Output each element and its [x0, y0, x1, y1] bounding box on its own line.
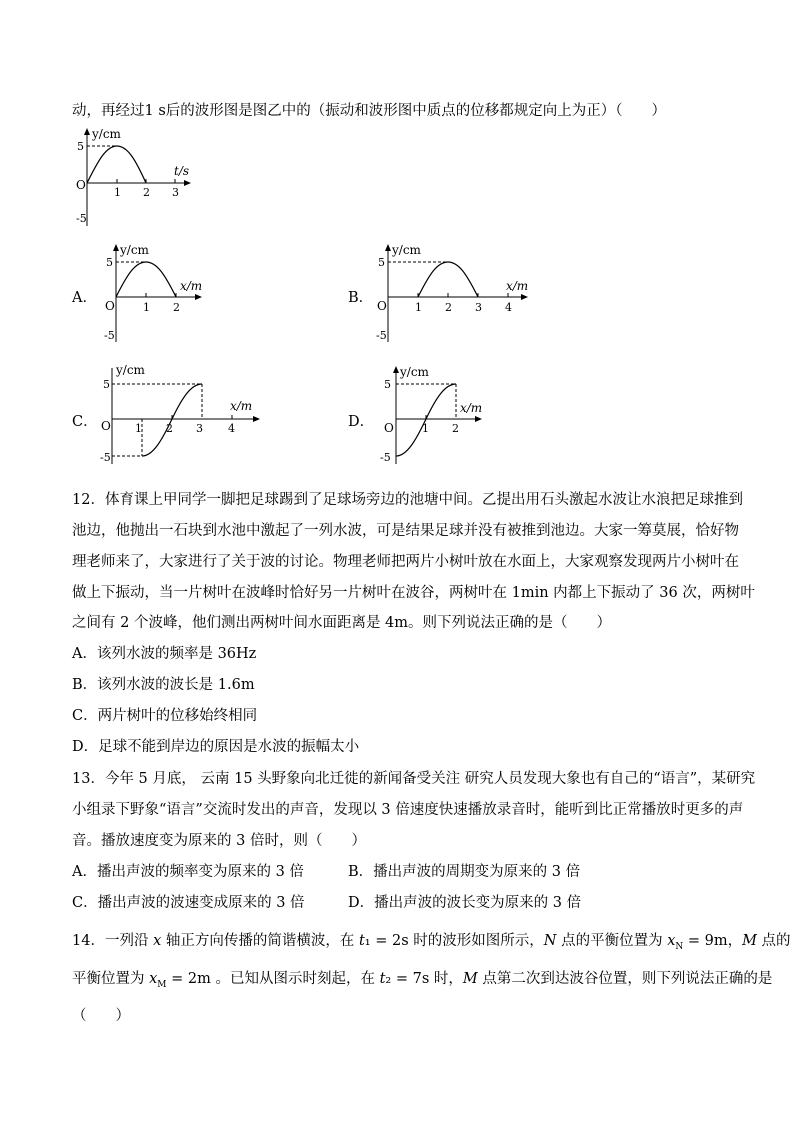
vib-xtick-2: 2 [143, 186, 150, 199]
b-origin: O [377, 299, 387, 313]
a-ytick-5: 5 [106, 256, 113, 269]
b-xtick-1: 1 [415, 301, 422, 314]
option-a-svg [100, 242, 220, 346]
q12-option-c: C．两片树叶的位移始终相同 [72, 708, 258, 724]
c-ylabel: y/cm [116, 363, 145, 377]
q13-line-2: 小组录下野象“语言”交流时发出的声音，发现以 3 倍速度快速播放录音时，能听到比正常播放时更多的声 [72, 802, 744, 818]
d-ytick-neg5: -5 [380, 451, 391, 464]
option-a-graph [100, 242, 220, 346]
vib-xtick-3: 3 [172, 186, 179, 199]
option-c-graph [100, 364, 270, 468]
q12-line-3: 理老师来了，大家进行了关于波的讨论。物理老师把两片小树叶放在水面上，大家观察发现两片小树叶在 [72, 554, 739, 570]
vib-ylabel: y/cm [92, 127, 121, 141]
d-ylabel: y/cm [400, 365, 429, 379]
a-origin: O [105, 299, 115, 313]
q14-line-2: 平衡位置为 $x_M = 2m$ 。已知从图示时刻起，在 t₂ = 7s 时，M 点第二次到达波谷位置，则下列说法正确的是 [72, 971, 773, 990]
c-xlabel: x/m [230, 399, 253, 413]
option-c-svg [100, 364, 270, 468]
d-ytick-5: 5 [384, 378, 391, 391]
option-c-letter: C． [72, 414, 98, 430]
q13-option-c: C．播出声波的波速变成原来的 3 倍 [72, 895, 305, 911]
q12-line-1: 12．体育课上甲同学一脚把足球踢到了足球场旁边的池塘中间。乙提出用石头激起水波让水浪把足球推到 [72, 492, 743, 508]
q12-line-5: 之间有 2 个波峰，他们测出两树叶间水面距离是 4m。则下列说法正确的是（ ） [72, 615, 612, 631]
q14-line-1: 14．一列沿 x 轴正方向传播的简谐横波，在 t₁ = 2s 时的波形如图所示，N 点的平衡位置为 $x_N = 9m$，M 点的 [72, 933, 791, 952]
a-ylabel: y/cm [120, 243, 149, 257]
a-xtick-2: 2 [173, 301, 180, 314]
q11-text: 动，再经过1 s后的波形图是图乙中的（振动和波形图中质点的位移都规定向上为正）（ ） [72, 103, 667, 119]
c-xtick-2: 2 [166, 422, 173, 435]
vib-ytick-neg5: -5 [76, 212, 87, 225]
q12-option-d: D．足球不能到岸边的原因是水波的振幅太小 [72, 739, 360, 755]
b-ytick-5: 5 [378, 256, 385, 269]
c-ytick-neg5: -5 [100, 451, 111, 464]
d-xtick-1: 1 [422, 422, 429, 435]
vibration-graph-svg [72, 126, 202, 232]
q12-line-4: 做上下振动，当一片树叶在波峰时恰好另一片树叶在波谷，两树叶在 1min 内都上下振动了 36 次，两树叶 [72, 585, 755, 601]
option-a-letter: A． [72, 290, 97, 306]
q12-option-b: B．该列水波的波长是 1.6m [72, 677, 255, 693]
q13-option-a: A．播出声波的频率变为原来的 3 倍 [72, 864, 304, 880]
vibration-graph [72, 126, 202, 232]
q12-line-2: 池边，他抛出一石块到水池中激起了一列水波，可是结果足球并没有被推到池边。大家一筹莫展，恰好物 [72, 523, 739, 539]
q13-option-b: B．播出声波的周期变为原来的 3 倍 [348, 864, 581, 880]
a-xlabel: x/m [180, 279, 203, 293]
q13-option-d: D．播出声波的波长变为原来的 3 倍 [348, 895, 582, 911]
vib-xlabel: t/s [174, 164, 190, 178]
option-d-graph [378, 364, 498, 468]
vib-ytick-5: 5 [77, 140, 84, 153]
a-xtick-1: 1 [143, 301, 150, 314]
option-b-letter: B． [348, 290, 374, 306]
vib-xtick-1: 1 [114, 186, 121, 199]
a-ytick-neg5: -5 [104, 329, 115, 342]
d-origin: O [384, 421, 394, 435]
q13-line-1: 13．今年 5 月底， 云南 15 头野象向北迁徙的新闻备受关注 研究人员发现大象也有自己的“语言”，某研究 [72, 771, 756, 787]
b-xtick-4: 4 [505, 301, 512, 314]
c-origin: O [101, 419, 111, 433]
b-xtick-3: 3 [475, 301, 482, 314]
c-xtick-4: 4 [228, 422, 235, 435]
q14-line-3: （ ） [72, 1008, 130, 1024]
option-d-svg [378, 364, 498, 468]
option-b-graph [372, 242, 532, 346]
q12-option-a: A．该列水波的频率是 36Hz [72, 646, 257, 662]
vib-origin: O [76, 178, 86, 192]
c-ytick-5: 5 [103, 378, 110, 391]
d-xtick-2: 2 [452, 422, 459, 435]
option-b-svg [372, 242, 532, 346]
option-d-letter: D． [348, 414, 375, 430]
c-xtick-3: 3 [196, 422, 203, 435]
b-xlabel: x/m [506, 279, 529, 293]
b-ylabel: y/cm [392, 243, 421, 257]
c-xtick-1: 1 [135, 422, 142, 435]
q13-line-3: 音。播放速度变为原来的 3 倍时，则（ ） [72, 833, 366, 849]
b-xtick-2: 2 [445, 301, 452, 314]
b-ytick-neg5: -5 [376, 329, 387, 342]
d-xlabel: x/m [460, 401, 483, 415]
